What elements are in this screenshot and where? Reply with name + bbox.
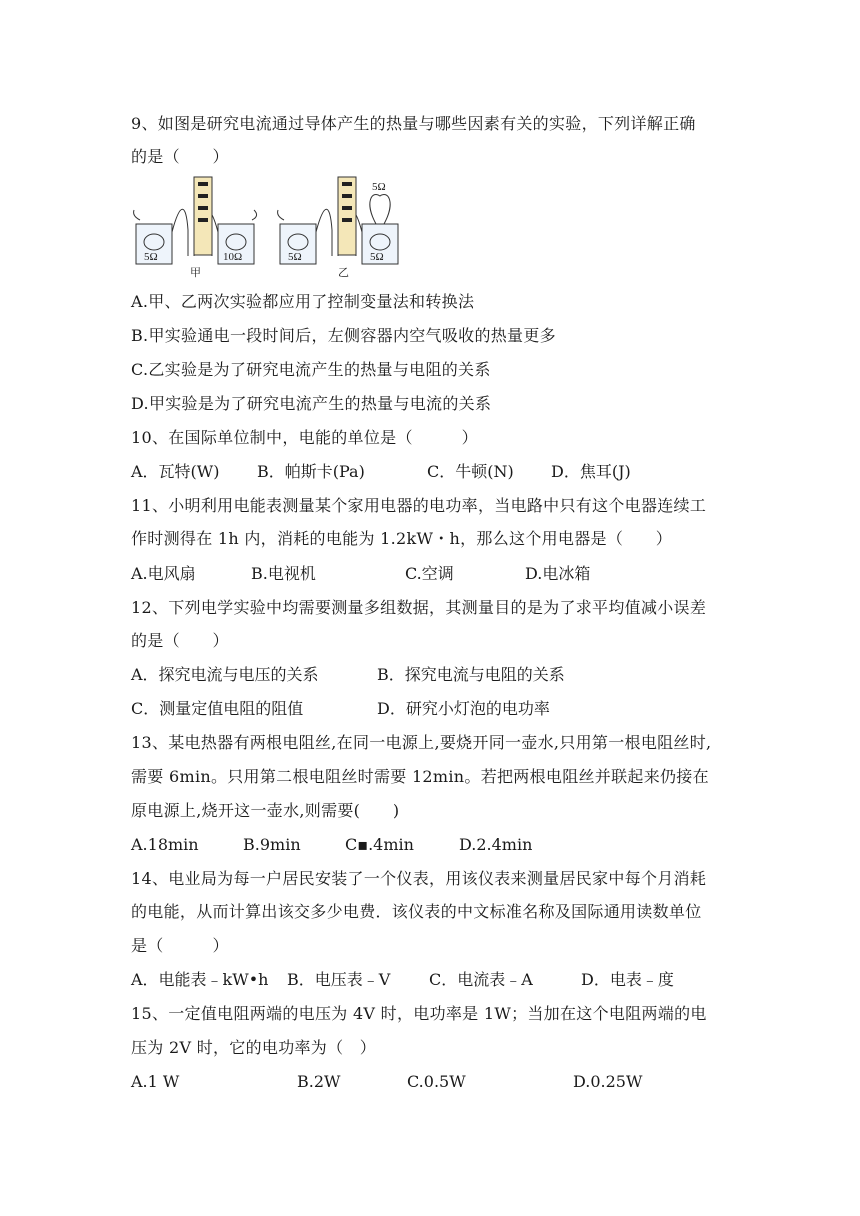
q15-option-b: B.2W: [297, 1072, 341, 1091]
q9-stem-line1: 9、如图是研究电流通过导体产生的热量与哪些因素有关的实验，下列详解正确: [131, 114, 696, 133]
label-right-r2: 5Ω: [370, 251, 384, 263]
q9-option-a: A.甲、乙两次实验都应用了控制变量法和转换法: [131, 292, 475, 311]
q15-stem-line2: 压为 2V 时，它的电功率为（ ）: [131, 1038, 377, 1057]
q12-option-a: A．探究电流与电压的关系: [131, 665, 319, 684]
scale-tick-r3: [342, 206, 352, 210]
caption-right: 乙: [338, 267, 349, 279]
q10-stem: 10、在国际单位制中，电能的单位是（ ）: [131, 428, 478, 447]
q11-option-d: D.电冰箱: [525, 564, 591, 583]
q15-stem-line1: 15、一定值电阻两端的电压为 4V 时，电功率是 1W；当加在这个电阻两端的电: [131, 1004, 707, 1023]
q12-stem-line2: 的是（ ）: [131, 631, 229, 650]
scale-left: [194, 177, 212, 255]
q11-stem-line1: 11、小明利用电能表测量某个家用电器的电功率，当电路中只有这个电器连续工: [131, 496, 707, 515]
q14-stem-line2: 的电能，从而计算出该交多少电费．该仪表的中文标准名称及国际通用读数单位: [131, 902, 702, 921]
q11-stem-line2: 作时测得在 1h 内，消耗的电能为 1.2kW・h，那么这个用电器是（ ）: [131, 529, 673, 548]
wire-left-outer: [134, 210, 140, 220]
q14-option-a: A．电能表﹣kW•h: [131, 970, 269, 989]
q13-stem-line2: 需要 6min。只用第二根电阻丝时需要 12min。若把两根电阻丝并联起来仍接在: [131, 767, 709, 786]
q12-option-b: B．探究电流与电阻的关系: [377, 665, 565, 684]
q10-option-b: B．帕斯卡(Pa): [257, 462, 365, 481]
q14-option-c: C．电流表﹣A: [429, 970, 533, 989]
scale-tick-r4: [342, 218, 352, 222]
q14-option-d: D．电表﹣度: [581, 970, 674, 989]
q13-stem-line1: 13、某电热器有两根电阻丝,在同一电源上,要烧开同一壶水,只用第一根电阻丝时,: [131, 733, 712, 752]
label-right-r3: 5Ω: [372, 181, 386, 193]
external-resistor-loop: [370, 194, 390, 224]
scale-tick-l2: [198, 194, 208, 198]
q11-option-b: B.电视机: [251, 564, 316, 583]
q11-option-a: A.电风扇: [131, 564, 196, 583]
scale-tick-l4: [198, 218, 208, 222]
scale-right: [338, 177, 356, 255]
q14-stem-line3: 是（ ）: [131, 936, 229, 955]
q12-option-d: D．研究小灯泡的电功率: [377, 699, 550, 718]
q15-option-a: A.1 W: [131, 1072, 180, 1091]
caption-left: 甲: [190, 267, 201, 279]
q14-option-b: B．电压表﹣V: [287, 970, 391, 989]
q10-option-d: D．焦耳(J): [551, 462, 631, 481]
wire-left-outer-r: [252, 210, 257, 220]
q9-option-b: B.甲实验通电一段时间后，左侧容器内空气吸收的热量更多: [131, 326, 556, 345]
scale-tick-r1: [342, 182, 352, 186]
q13-option-a: A.18min: [131, 835, 199, 854]
q10-option-a: A．瓦特(W): [131, 462, 220, 481]
q9-option-c: C.乙实验是为了研究电流产生的热量与电阻的关系: [131, 360, 491, 379]
scale-tick-l3: [198, 206, 208, 210]
label-left-r2: 10Ω: [223, 251, 243, 263]
q10-option-c: C．牛顿(N): [427, 462, 514, 481]
q13-option-d: D.2.4min: [459, 835, 533, 854]
q15-options: [131, 1072, 643, 1192]
label-left-r1: 5Ω: [144, 251, 158, 263]
q11-option-c: C.空调: [405, 564, 454, 583]
q13-option-b: B.9min: [243, 835, 301, 854]
q12-stem-line1: 12、下列电学实验中均需要测量多组数据，其测量目的是为了求平均值减小误差: [131, 598, 707, 617]
q12-option-c: C．测量定值电阻的阻值: [131, 699, 304, 718]
q15-option-c: C.0.5W: [407, 1072, 466, 1091]
wire-right-outer: [278, 210, 284, 220]
scale-tick-r2: [342, 194, 352, 198]
q9-stem-line2: 的是（ ）: [131, 147, 229, 166]
scale-tick-l1: [198, 182, 208, 186]
q9-experiment-figure: [128, 172, 418, 280]
label-right-r1: 5Ω: [288, 251, 302, 263]
q13-stem-line3: 原电源上,烧开这一壶水,则需要( ): [131, 801, 400, 820]
q13-option-c: C▪.4min: [345, 835, 414, 854]
q15-option-d: D.0.25W: [573, 1072, 643, 1091]
q14-stem-line1: 14、电业局为每一户居民安装了一个仪表，用该仪表来测量居民家中每个月消耗: [131, 869, 707, 888]
q9-option-d: D.甲实验是为了研究电流产生的热量与电流的关系: [131, 394, 492, 413]
